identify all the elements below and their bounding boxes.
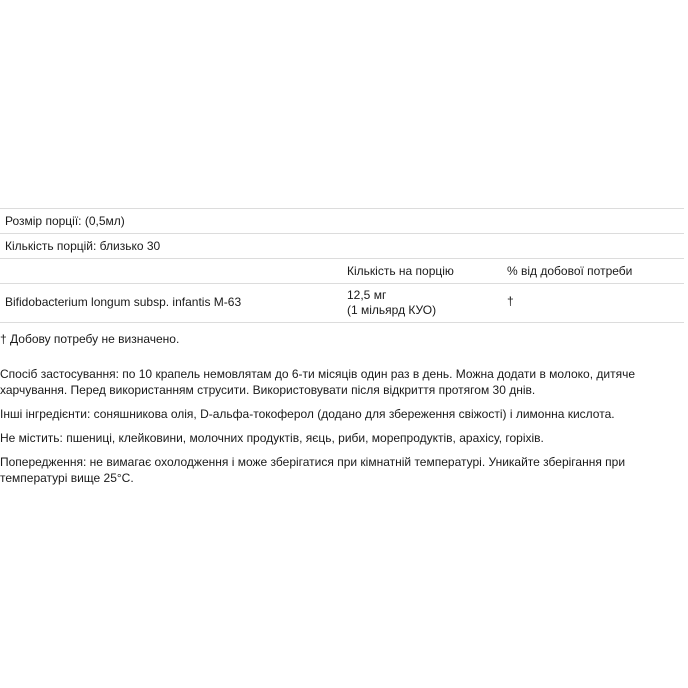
serving-size-row [0, 208, 684, 233]
table-header-row [0, 258, 684, 283]
allergen-free-list: Не містить: пшениці, клейковини, молочних продуктів, яєць, риби, морепродуктів, арахісу, горіхів. [0, 431, 544, 445]
ingredient-name: Bifidobacterium longum subsp. infantis M-63 [5, 295, 242, 309]
warning-text: Попередження: не вимагає охолодження і може зберігатися при кімнатній температурі. Уникайте зберігання при температурі вище 25°C. [0, 455, 626, 485]
daily-value-header: % від добової потреби [507, 264, 633, 278]
supplement-facts-table [0, 208, 684, 323]
table-row [0, 283, 684, 323]
product-notes [0, 331, 684, 494]
ingredient-daily-value: † [507, 294, 514, 308]
usage-instructions: Спосіб застосування: по 10 крапель немовлятам до 6-ти місяців один раз в день. Можна додати в молоко, дитяче харчування. Перед використанням струсити. Використовувати після відкриття протягом 30 днів. [0, 367, 635, 397]
other-ingredients: Інші інгредієнти: соняшникова олія, D-альфа-токоферол (додано для збереження свіжості) і лимонна кислота. [0, 407, 615, 421]
ingredient-amount-mass: 12,5 мг [347, 288, 387, 302]
ingredient-amount-cfu: (1 мільярд КУО) [347, 303, 437, 317]
amount-per-serving-header: Кількість на порцію [347, 264, 454, 278]
ingredient-amount [347, 288, 436, 318]
servings-count-text: Кількість порцій: близько 30 [5, 239, 161, 253]
servings-count-row [0, 233, 684, 258]
serving-size-text: Розмір порції: (0,5мл) [5, 214, 125, 228]
daily-value-footnote: † Добову потребу не визначено. [0, 332, 180, 346]
